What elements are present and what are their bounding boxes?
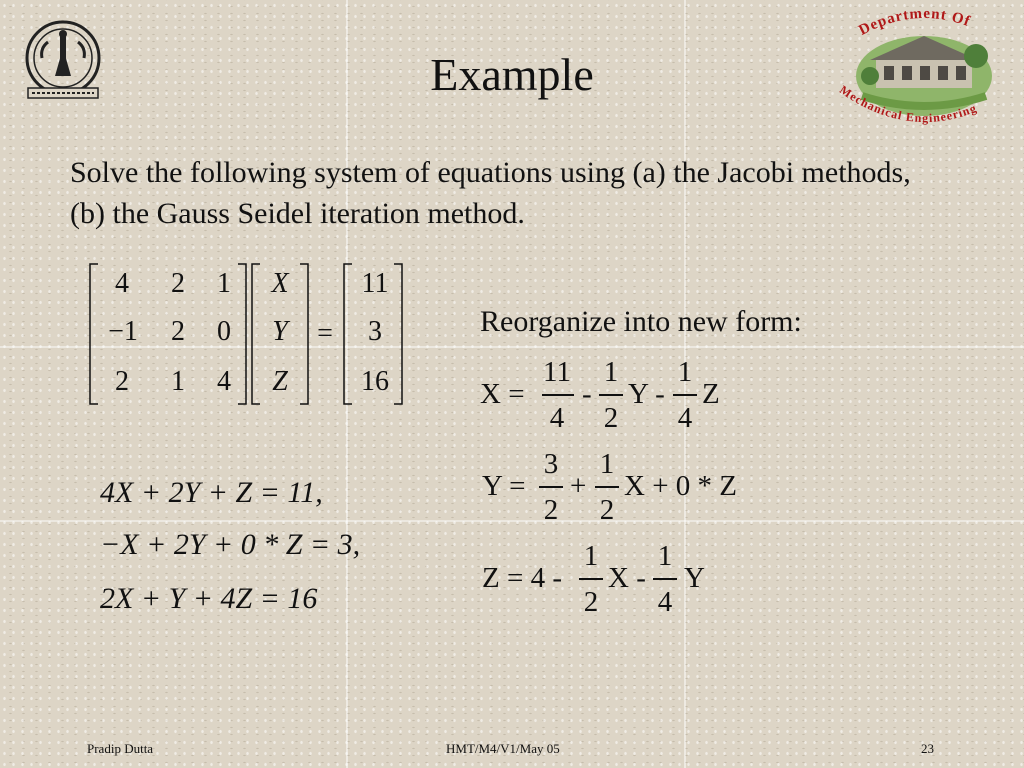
- footer-page-number: 23: [921, 741, 934, 756]
- matrix-a-cell: 1: [171, 366, 185, 397]
- matrix-a-cell: 2: [171, 316, 185, 347]
- matrix-a-cell: 4: [115, 268, 129, 299]
- fraction-bar: [579, 578, 603, 580]
- z-eq-frac1-den: 2: [583, 586, 599, 618]
- z-eq-frac2-den: 4: [657, 586, 673, 618]
- vector-b-cell: 3: [368, 316, 382, 347]
- vector-b-cell: 11: [361, 268, 389, 299]
- equation-line: −X + 2Y + 0 * Z = 3,: [100, 528, 361, 561]
- slide-title: Example: [430, 49, 594, 100]
- x-eq-lhs: X =: [480, 378, 525, 410]
- vector-x-cell: Z: [272, 366, 288, 397]
- y-eq-op1: +: [570, 470, 587, 502]
- fraction-bar: [653, 578, 677, 580]
- vector-b-cell: 16: [361, 366, 389, 397]
- x-eq-frac1-num: 11: [543, 356, 571, 388]
- vector-x-cell: X: [271, 268, 289, 299]
- matrix-a-cell: 0: [217, 316, 231, 347]
- z-eq-lhs: Z = 4 -: [482, 562, 562, 594]
- x-eq-frac2-num: 1: [603, 356, 619, 388]
- z-eq-term1: X -: [608, 562, 646, 594]
- y-eq-term2: X + 0 * Z: [624, 470, 738, 502]
- z-eq-frac2-num: 1: [657, 540, 673, 572]
- y-eq-frac2-num: 1: [599, 448, 615, 480]
- x-eq-frac1-den: 4: [549, 402, 565, 434]
- y-eq-frac2-den: 2: [599, 494, 615, 526]
- svg-text:Department Of: Department Of: [856, 6, 973, 39]
- fraction-bar: [539, 486, 563, 488]
- fraction-bar: [673, 394, 697, 396]
- fraction-bar: [542, 394, 574, 396]
- problem-statement: Solve the following system of equations using (a) the Jacobi methods, (b) the Gauss Seidel iteration method.: [70, 156, 911, 230]
- z-eq-term2: Y: [684, 562, 705, 594]
- z-eq-frac1-num: 1: [583, 540, 599, 572]
- x-eq-frac2-den: 2: [603, 402, 619, 434]
- matrix-equation: [88, 262, 408, 410]
- equation-line: 2X + Y + 4Z = 16: [100, 582, 318, 615]
- svg-text:Mechanical Engineering: Mechanical Engineering: [837, 82, 979, 126]
- matrix-a-cell: −1: [108, 316, 138, 347]
- matrix-a-cell: 4: [217, 366, 231, 397]
- matrix-a-cell: 2: [171, 268, 185, 299]
- y-eq-frac1-den: 2: [543, 494, 559, 526]
- y-eq-lhs: Y =: [482, 470, 526, 502]
- footer-author: Pradip Dutta: [87, 741, 154, 756]
- reorganize-label: Reorganize into new form:: [480, 305, 802, 338]
- fraction-bar: [595, 486, 619, 488]
- x-eq-frac3-den: 4: [677, 402, 693, 434]
- matrix-a-cell: 2: [115, 366, 129, 397]
- matrix-a-cell: 1: [217, 268, 231, 299]
- x-eq-op1: -: [582, 378, 592, 410]
- footer-course: HMT/M4/V1/May 05: [446, 741, 560, 756]
- equals-sign: =: [317, 318, 333, 349]
- x-eq-term2: Y -: [628, 378, 665, 410]
- x-eq-frac3-num: 1: [677, 356, 693, 388]
- equation-line: 4X + 2Y + Z = 11,: [100, 476, 323, 509]
- y-eq-frac1-num: 3: [543, 448, 559, 480]
- vector-x-cell: Y: [272, 316, 288, 347]
- fraction-bar: [599, 394, 623, 396]
- x-eq-term3: Z: [702, 378, 720, 410]
